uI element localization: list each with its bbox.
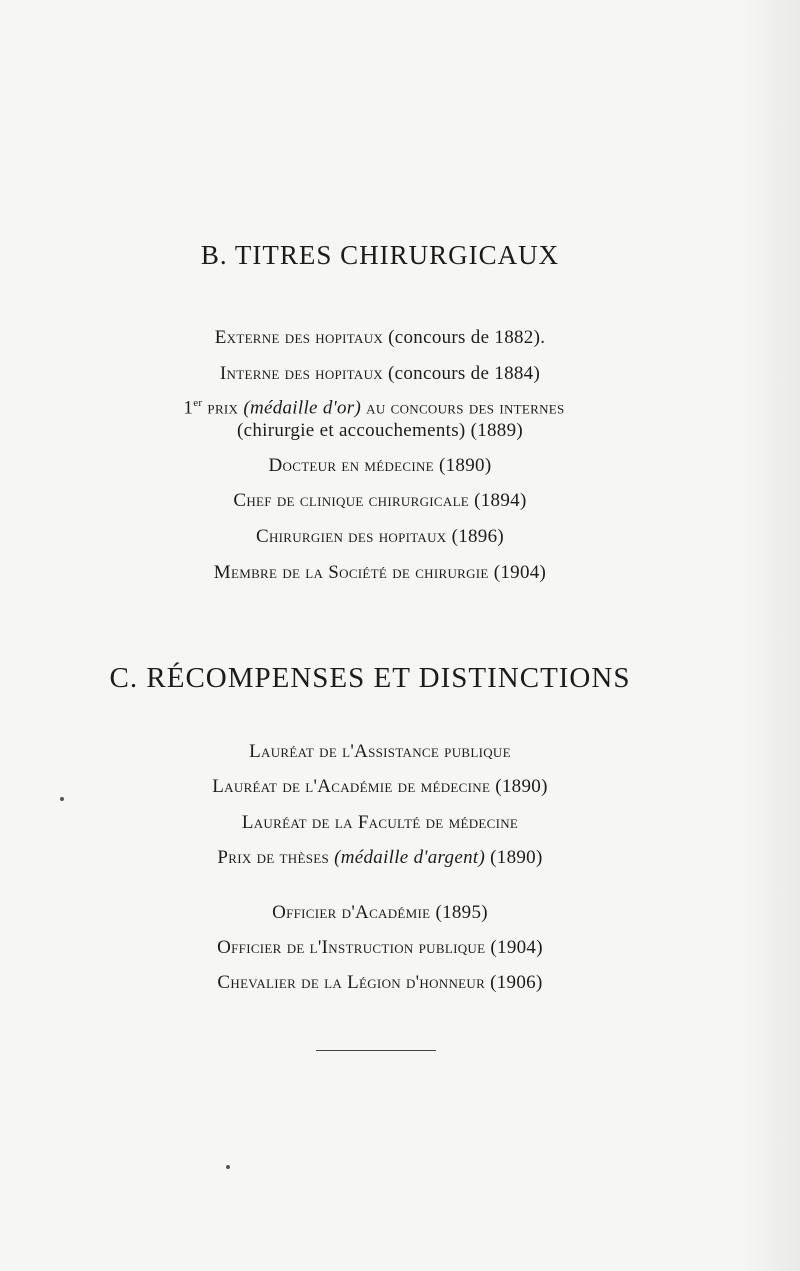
list-item: Chevalier de la Légion d'honneur (1906) — [217, 972, 543, 993]
page-edge-shadow — [740, 0, 800, 1271]
section-b-title: B. TITRES CHIRURGICAUX — [200, 240, 560, 270]
list-item: Chirurgien des hopitaux (1896) — [255, 526, 505, 547]
list-item: Interne des hopitaux (concours de 1884) — [219, 363, 541, 384]
list-item: Externe des hopitaux (concours de 1882). — [214, 327, 546, 348]
section-c-title: C. RÉCOMPENSES ET DISTINCTIONS — [109, 662, 631, 694]
list-item: Chef de clinique chirurgicale (1894) — [233, 490, 527, 511]
list-item: Membre de la Société de chirurgie (1904) — [213, 562, 547, 583]
list-item: Officier de l'Instruction publique (1904) — [217, 937, 543, 958]
list-item: Prix de thèses (médaille d'argent) (1890) — [217, 847, 543, 868]
list-item: Docteur en médecine (1890) — [268, 455, 492, 476]
list-item: 1er prix (médaille d'or) au concours des internes — [183, 397, 565, 419]
list-item: Officier d'Académie (1895) — [272, 902, 488, 923]
list-item: Lauréat de l'Assistance publique — [249, 741, 511, 762]
closing-rule — [316, 1050, 436, 1051]
ink-speck — [60, 797, 64, 801]
list-item: Lauréat de l'Académie de médecine (1890) — [212, 776, 548, 797]
list-item: Lauréat de la Faculté de médecine — [241, 812, 519, 833]
list-item: (chirurgie et accouchements) (1889) — [236, 420, 524, 441]
ink-speck — [226, 1165, 230, 1169]
